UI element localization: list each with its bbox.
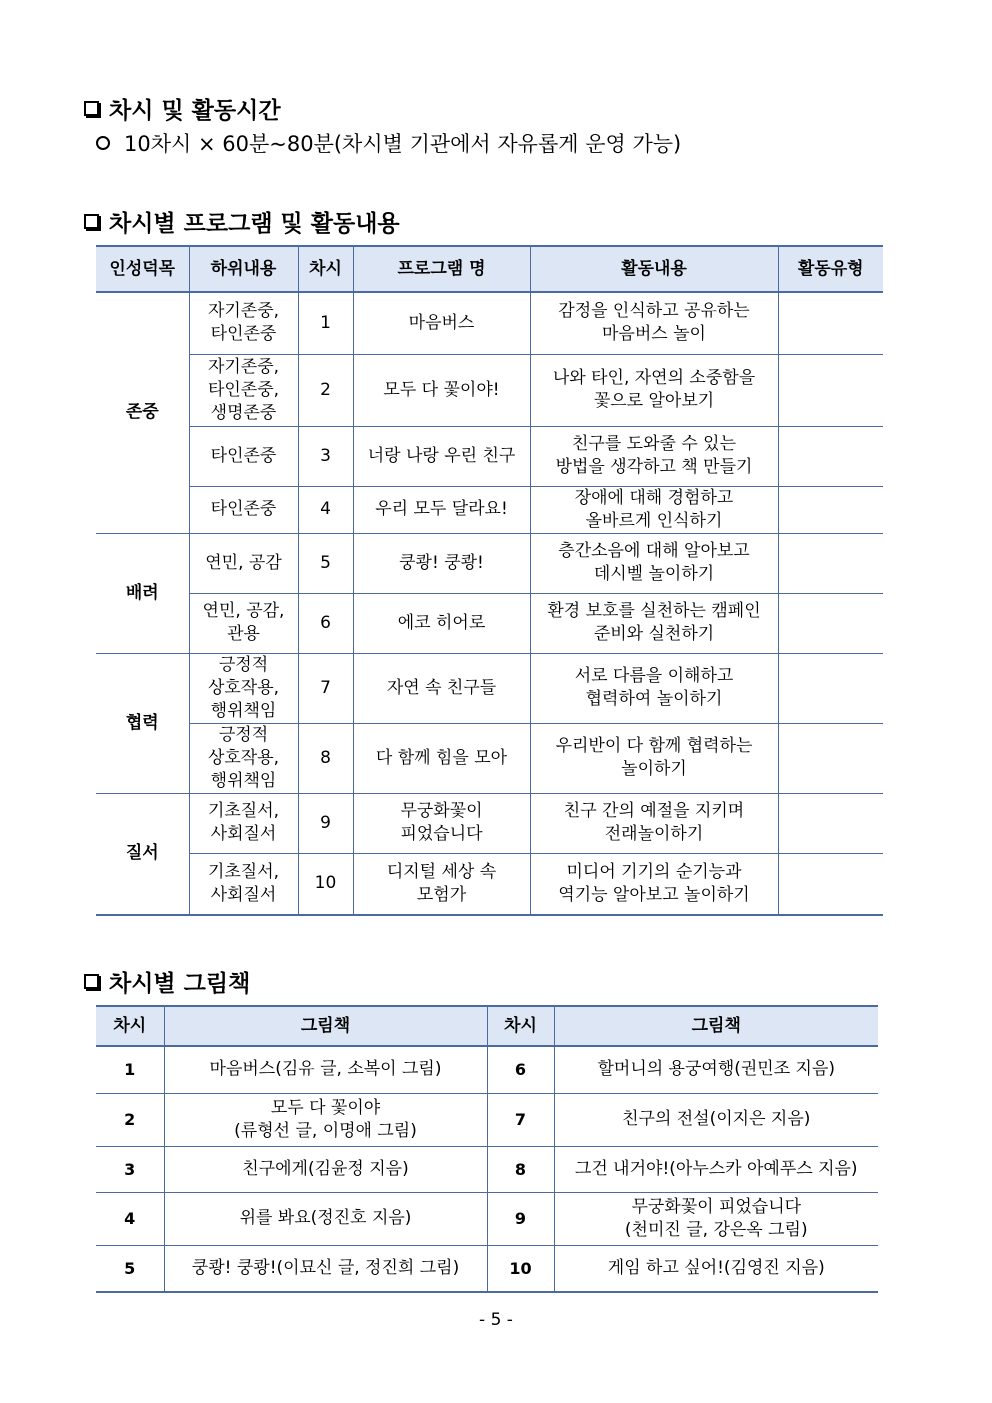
activity-type-cell <box>778 426 883 486</box>
subcontent-cell: 연민, 공감, 관용 <box>189 593 298 653</box>
session-number-left: 5 <box>96 1245 164 1292</box>
program-name-cell: 너랑 나랑 우린 친구 <box>353 426 530 486</box>
activity-type-cell <box>778 723 883 793</box>
session-number-right: 10 <box>487 1245 554 1292</box>
section-title-program <box>84 205 400 238</box>
program-name-cell: 디지털 세상 속 모험가 <box>353 853 530 915</box>
book-title-right: 친구의 전설(이지은 지음) <box>554 1093 878 1146</box>
activity-cell: 감정을 인식하고 공유하는 마음버스 놀이 <box>530 292 778 354</box>
checkbox-square-icon <box>84 974 99 989</box>
session-number-right: 7 <box>487 1093 554 1146</box>
activity-cell: 장애에 대해 경험하고 올바르게 인식하기 <box>530 486 778 533</box>
section-title-books <box>84 965 250 998</box>
session-number-right: 6 <box>487 1046 554 1093</box>
subcontent-cell: 자기존중, 타인존중, 생명존중 <box>189 354 298 426</box>
checkbox-square-icon <box>84 214 99 229</box>
section-title-program-text: 차시별 프로그램 및 활동내용 <box>109 211 400 237</box>
book-title-left: 위를 봐요(정진호 지음) <box>164 1192 487 1245</box>
subcontent-cell: 타인존중 <box>189 426 298 486</box>
activity-type-cell <box>778 793 883 853</box>
program-name-cell: 자연 속 친구들 <box>353 653 530 723</box>
header-session-left: 차시 <box>96 1006 164 1046</box>
section-title-time-text: 차시 및 활동시간 <box>109 98 281 124</box>
activity-cell: 서로 다름을 이해하고 협력하여 놀이하기 <box>530 653 778 723</box>
session-cell: 6 <box>298 593 353 653</box>
header-book-right: 그림책 <box>554 1006 878 1046</box>
book-table <box>96 1005 878 1293</box>
activity-cell: 미디어 기기의 순기능과 역기능 알아보고 놀이하기 <box>530 853 778 915</box>
session-cell: 7 <box>298 653 353 723</box>
session-cell: 1 <box>298 292 353 354</box>
header-program-name: 프로그램 명 <box>353 246 530 292</box>
session-number-left: 3 <box>96 1146 164 1192</box>
header-virtue: 인성덕목 <box>96 246 189 292</box>
subcontent-cell: 기초질서, 사회질서 <box>189 853 298 915</box>
activity-cell: 환경 보호를 실천하는 캠페인 준비와 실천하기 <box>530 593 778 653</box>
session-number-right: 9 <box>487 1192 554 1245</box>
book-title-right: 할머니의 용궁여행(권민조 지음) <box>554 1046 878 1093</box>
book-title-left: 마음버스(김유 글, 소복이 그림) <box>164 1046 487 1093</box>
virtue-cell: 질서 <box>96 793 189 915</box>
program-name-cell: 무궁화꽃이 피었습니다 <box>353 793 530 853</box>
activity-cell: 친구를 도와줄 수 있는 방법을 생각하고 책 만들기 <box>530 426 778 486</box>
section-title-books-text: 차시별 그림책 <box>109 971 251 997</box>
book-title-right: 무궁화꽃이 피었습니다 (천미진 글, 강은옥 그림) <box>554 1192 878 1245</box>
session-number-right: 8 <box>487 1146 554 1192</box>
subcontent-cell: 자기존중, 타인존중 <box>189 292 298 354</box>
activity-cell: 나와 타인, 자연의 소중함을 꽃으로 알아보기 <box>530 354 778 426</box>
book-title-left: 친구에게(김윤정 지음) <box>164 1146 487 1192</box>
program-name-cell: 모두 다 꽃이야! <box>353 354 530 426</box>
header-subcontent: 하위내용 <box>189 246 298 292</box>
section-title-time <box>84 92 281 125</box>
activity-cell: 우리반이 다 함께 협력하는 놀이하기 <box>530 723 778 793</box>
session-cell: 3 <box>298 426 353 486</box>
book-title-right: 게임 하고 싶어!(김영진 지음) <box>554 1245 878 1292</box>
session-cell: 4 <box>298 486 353 533</box>
page-number: - 5 - <box>479 1310 513 1330</box>
virtue-cell: 협력 <box>96 653 189 793</box>
subcontent-cell: 연민, 공감 <box>189 533 298 593</box>
header-activity-type: 활동유형 <box>778 246 883 292</box>
session-cell: 9 <box>298 793 353 853</box>
hollow-circle-icon <box>96 136 110 150</box>
book-title-left: 쿵쾅! 쿵쾅!(이묘신 글, 정진희 그림) <box>164 1245 487 1292</box>
subcontent-cell: 긍정적 상호작용, 행위책임 <box>189 653 298 723</box>
activity-type-cell <box>778 486 883 533</box>
virtue-cell: 배려 <box>96 533 189 653</box>
session-cell: 8 <box>298 723 353 793</box>
session-number-left: 4 <box>96 1192 164 1245</box>
activity-type-cell <box>778 853 883 915</box>
session-cell: 10 <box>298 853 353 915</box>
activity-type-cell <box>778 354 883 426</box>
book-title-right: 그건 내거야!(아누스카 아예푸스 지음) <box>554 1146 878 1192</box>
session-cell: 5 <box>298 533 353 593</box>
book-title-left: 모두 다 꽃이야 (류형선 글, 이명애 그림) <box>164 1093 487 1146</box>
subcontent-cell: 기초질서, 사회질서 <box>189 793 298 853</box>
time-bullet-text: 10차시 × 60분~80분(차시별 기관에서 자유롭게 운영 가능) <box>124 132 682 156</box>
subcontent-cell: 타인존중 <box>189 486 298 533</box>
activity-cell: 친구 간의 예절을 지키며 전래놀이하기 <box>530 793 778 853</box>
activity-type-cell <box>778 653 883 723</box>
activity-type-cell <box>778 533 883 593</box>
program-name-cell: 다 함께 힘을 모아 <box>353 723 530 793</box>
time-bullet <box>96 128 681 158</box>
program-name-cell: 우리 모두 달라요! <box>353 486 530 533</box>
session-number-left: 2 <box>96 1093 164 1146</box>
program-name-cell: 마음버스 <box>353 292 530 354</box>
checkbox-square-icon <box>84 101 99 116</box>
header-activity: 활동내용 <box>530 246 778 292</box>
program-table <box>96 245 883 916</box>
program-name-cell: 쿵쾅! 쿵쾅! <box>353 533 530 593</box>
activity-type-cell <box>778 292 883 354</box>
header-book-left: 그림책 <box>164 1006 487 1046</box>
session-number-left: 1 <box>96 1046 164 1093</box>
activity-type-cell <box>778 593 883 653</box>
program-name-cell: 에코 히어로 <box>353 593 530 653</box>
activity-cell: 층간소음에 대해 알아보고 데시벨 놀이하기 <box>530 533 778 593</box>
header-session: 차시 <box>298 246 353 292</box>
virtue-cell: 존중 <box>96 292 189 533</box>
subcontent-cell: 긍정적 상호작용, 행위책임 <box>189 723 298 793</box>
session-cell: 2 <box>298 354 353 426</box>
header-session-right: 차시 <box>487 1006 554 1046</box>
